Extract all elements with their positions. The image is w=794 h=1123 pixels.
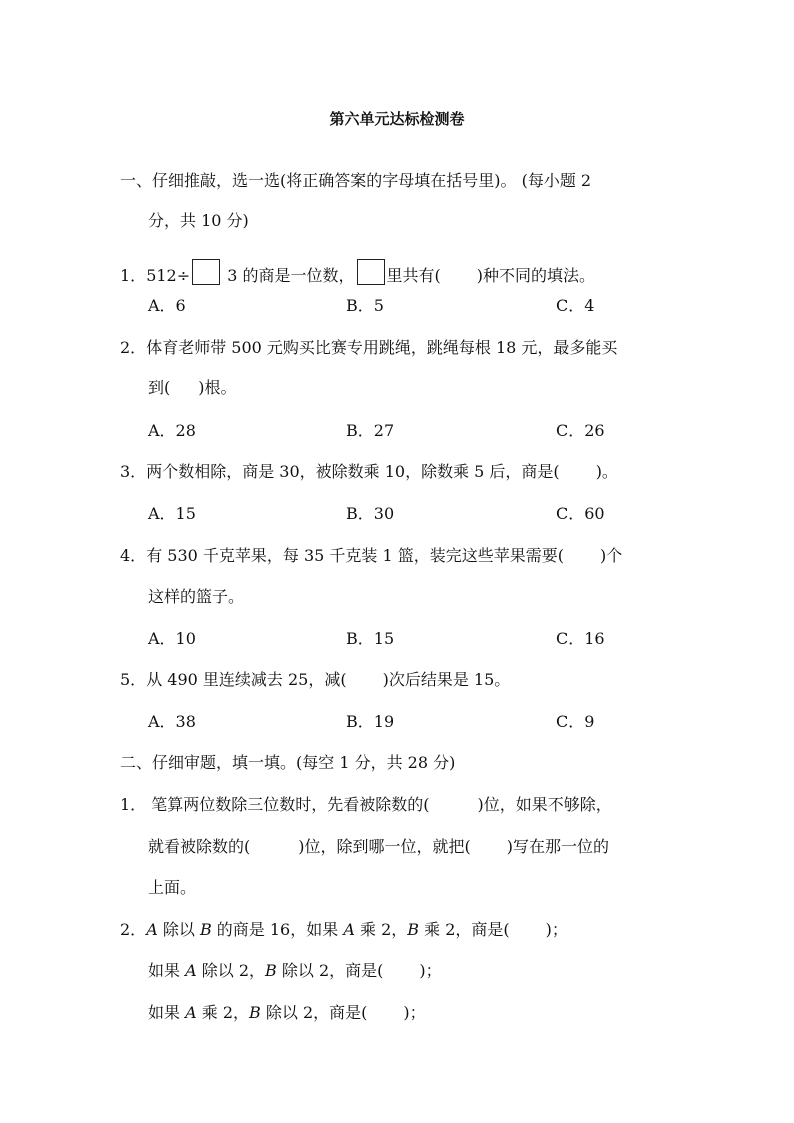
question-text: )种不同的填法。 <box>476 266 595 285</box>
question-text: 除以 2， <box>196 961 266 980</box>
variable-b: B <box>265 961 277 980</box>
option-a: A．28 <box>148 421 196 440</box>
option-c: C．9 <box>556 712 595 731</box>
question-1 <box>120 259 595 287</box>
question-text: )个 <box>600 546 623 565</box>
question-number: 1． <box>120 795 147 814</box>
question-text: 3 的商是一位数， <box>222 266 355 285</box>
question-2-line2 <box>148 377 237 399</box>
fill-question-2-line3 <box>148 1002 426 1024</box>
question-text: )位，如果不够除， <box>477 795 612 814</box>
option-b: B．27 <box>346 421 395 440</box>
variable-a: A <box>343 920 355 939</box>
question-number: 2． <box>120 338 147 357</box>
question-text: )。 <box>595 462 618 481</box>
blank-box[interactable] <box>192 259 220 285</box>
question-number: 4． <box>120 546 147 565</box>
question-5 <box>120 669 510 691</box>
option-b: B．15 <box>346 629 395 648</box>
option-a: A．15 <box>148 504 196 523</box>
question-text: )； <box>403 1003 426 1022</box>
variable-a: A <box>185 961 197 980</box>
fill-question-2-line1 <box>120 919 568 941</box>
question-text: 里共有( <box>386 266 441 285</box>
blank-box[interactable] <box>357 259 385 285</box>
section2-heading: 二、仔细审题，填一填。(每空 1 分，共 28 分) <box>120 753 456 772</box>
question-text: )根。 <box>198 378 237 397</box>
option-c: C．60 <box>556 504 605 523</box>
question-text: 除以 2，商是( <box>276 961 384 980</box>
question-text: 除以 <box>157 920 200 939</box>
question-4-line2: 这样的篮子。 <box>148 587 245 606</box>
variable-b: B <box>199 920 212 939</box>
option-a: A．38 <box>148 712 196 731</box>
question-3 <box>120 461 618 483</box>
question-4-line1 <box>120 545 622 567</box>
question-text: 512÷ <box>146 266 191 285</box>
fill-question-2-line2 <box>148 960 442 982</box>
question-text: 除以 2，商是( <box>260 1003 368 1022</box>
variable-b: B <box>407 920 420 939</box>
question-text: 到( <box>148 378 171 397</box>
section1-heading-line1: 一、仔细推敲，选一选(将正确答案的字母填在括号里)。 (每小题 2 <box>120 171 592 190</box>
question-text: 如果 <box>148 1003 186 1022</box>
question-text: )； <box>419 961 442 980</box>
variable-a: A <box>185 1003 197 1022</box>
question-2-line1 <box>120 337 617 359</box>
option-b: B．30 <box>346 504 395 523</box>
question-text: )次后结果是 15。 <box>382 670 511 689</box>
question-text: 乘 2， <box>354 920 408 939</box>
fill-question-1-line3: 上面。 <box>148 878 197 897</box>
question-number: 5． <box>120 670 147 689</box>
option-b: B．5 <box>346 296 384 315</box>
question-text: 有 530 千克苹果，每 35 千克装 1 篮，装完这些苹果需要( <box>146 546 565 565</box>
fill-question-1-line2 <box>148 836 609 858</box>
page-title: 第六单元达标检测卷 <box>329 110 465 128</box>
question-text: )写在那一位的 <box>506 837 609 856</box>
question-text: )位，除到哪一位，就把( <box>298 837 471 856</box>
question-text: 笔算两位数除三位数时，先看被除数的( <box>146 795 430 814</box>
question-text: 如果 <box>148 961 186 980</box>
option-c: C．26 <box>556 421 605 440</box>
question-number: 3． <box>120 462 147 481</box>
question-text: )； <box>545 920 568 939</box>
option-a: A．10 <box>148 629 196 648</box>
question-number: 2． <box>120 920 147 939</box>
option-b: B．19 <box>346 712 395 731</box>
fill-question-1-line1 <box>120 794 612 816</box>
question-text: 乘 2， <box>196 1003 250 1022</box>
option-c: C．4 <box>556 296 595 315</box>
option-c: C．16 <box>556 629 605 648</box>
question-number: 1． <box>120 266 147 285</box>
option-a: A．6 <box>148 296 186 315</box>
question-text: 从 490 里连续减去 25，减( <box>146 670 347 689</box>
variable-b: B <box>249 1003 261 1022</box>
question-text: 体育老师带 500 元购买比赛专用跳绳，跳绳每根 18 元，最多能买 <box>146 338 618 357</box>
question-text: 乘 2，商是( <box>419 920 510 939</box>
question-text: 的商是 16，如果 <box>211 920 344 939</box>
section1-heading-line2: 分，共 10 分) <box>148 211 249 230</box>
question-text: 两个数相除，商是 30，被除数乘 10，除数乘 5 后，商是( <box>146 462 560 481</box>
question-text: 就看被除数的( <box>148 837 251 856</box>
variable-a: A <box>146 920 158 939</box>
